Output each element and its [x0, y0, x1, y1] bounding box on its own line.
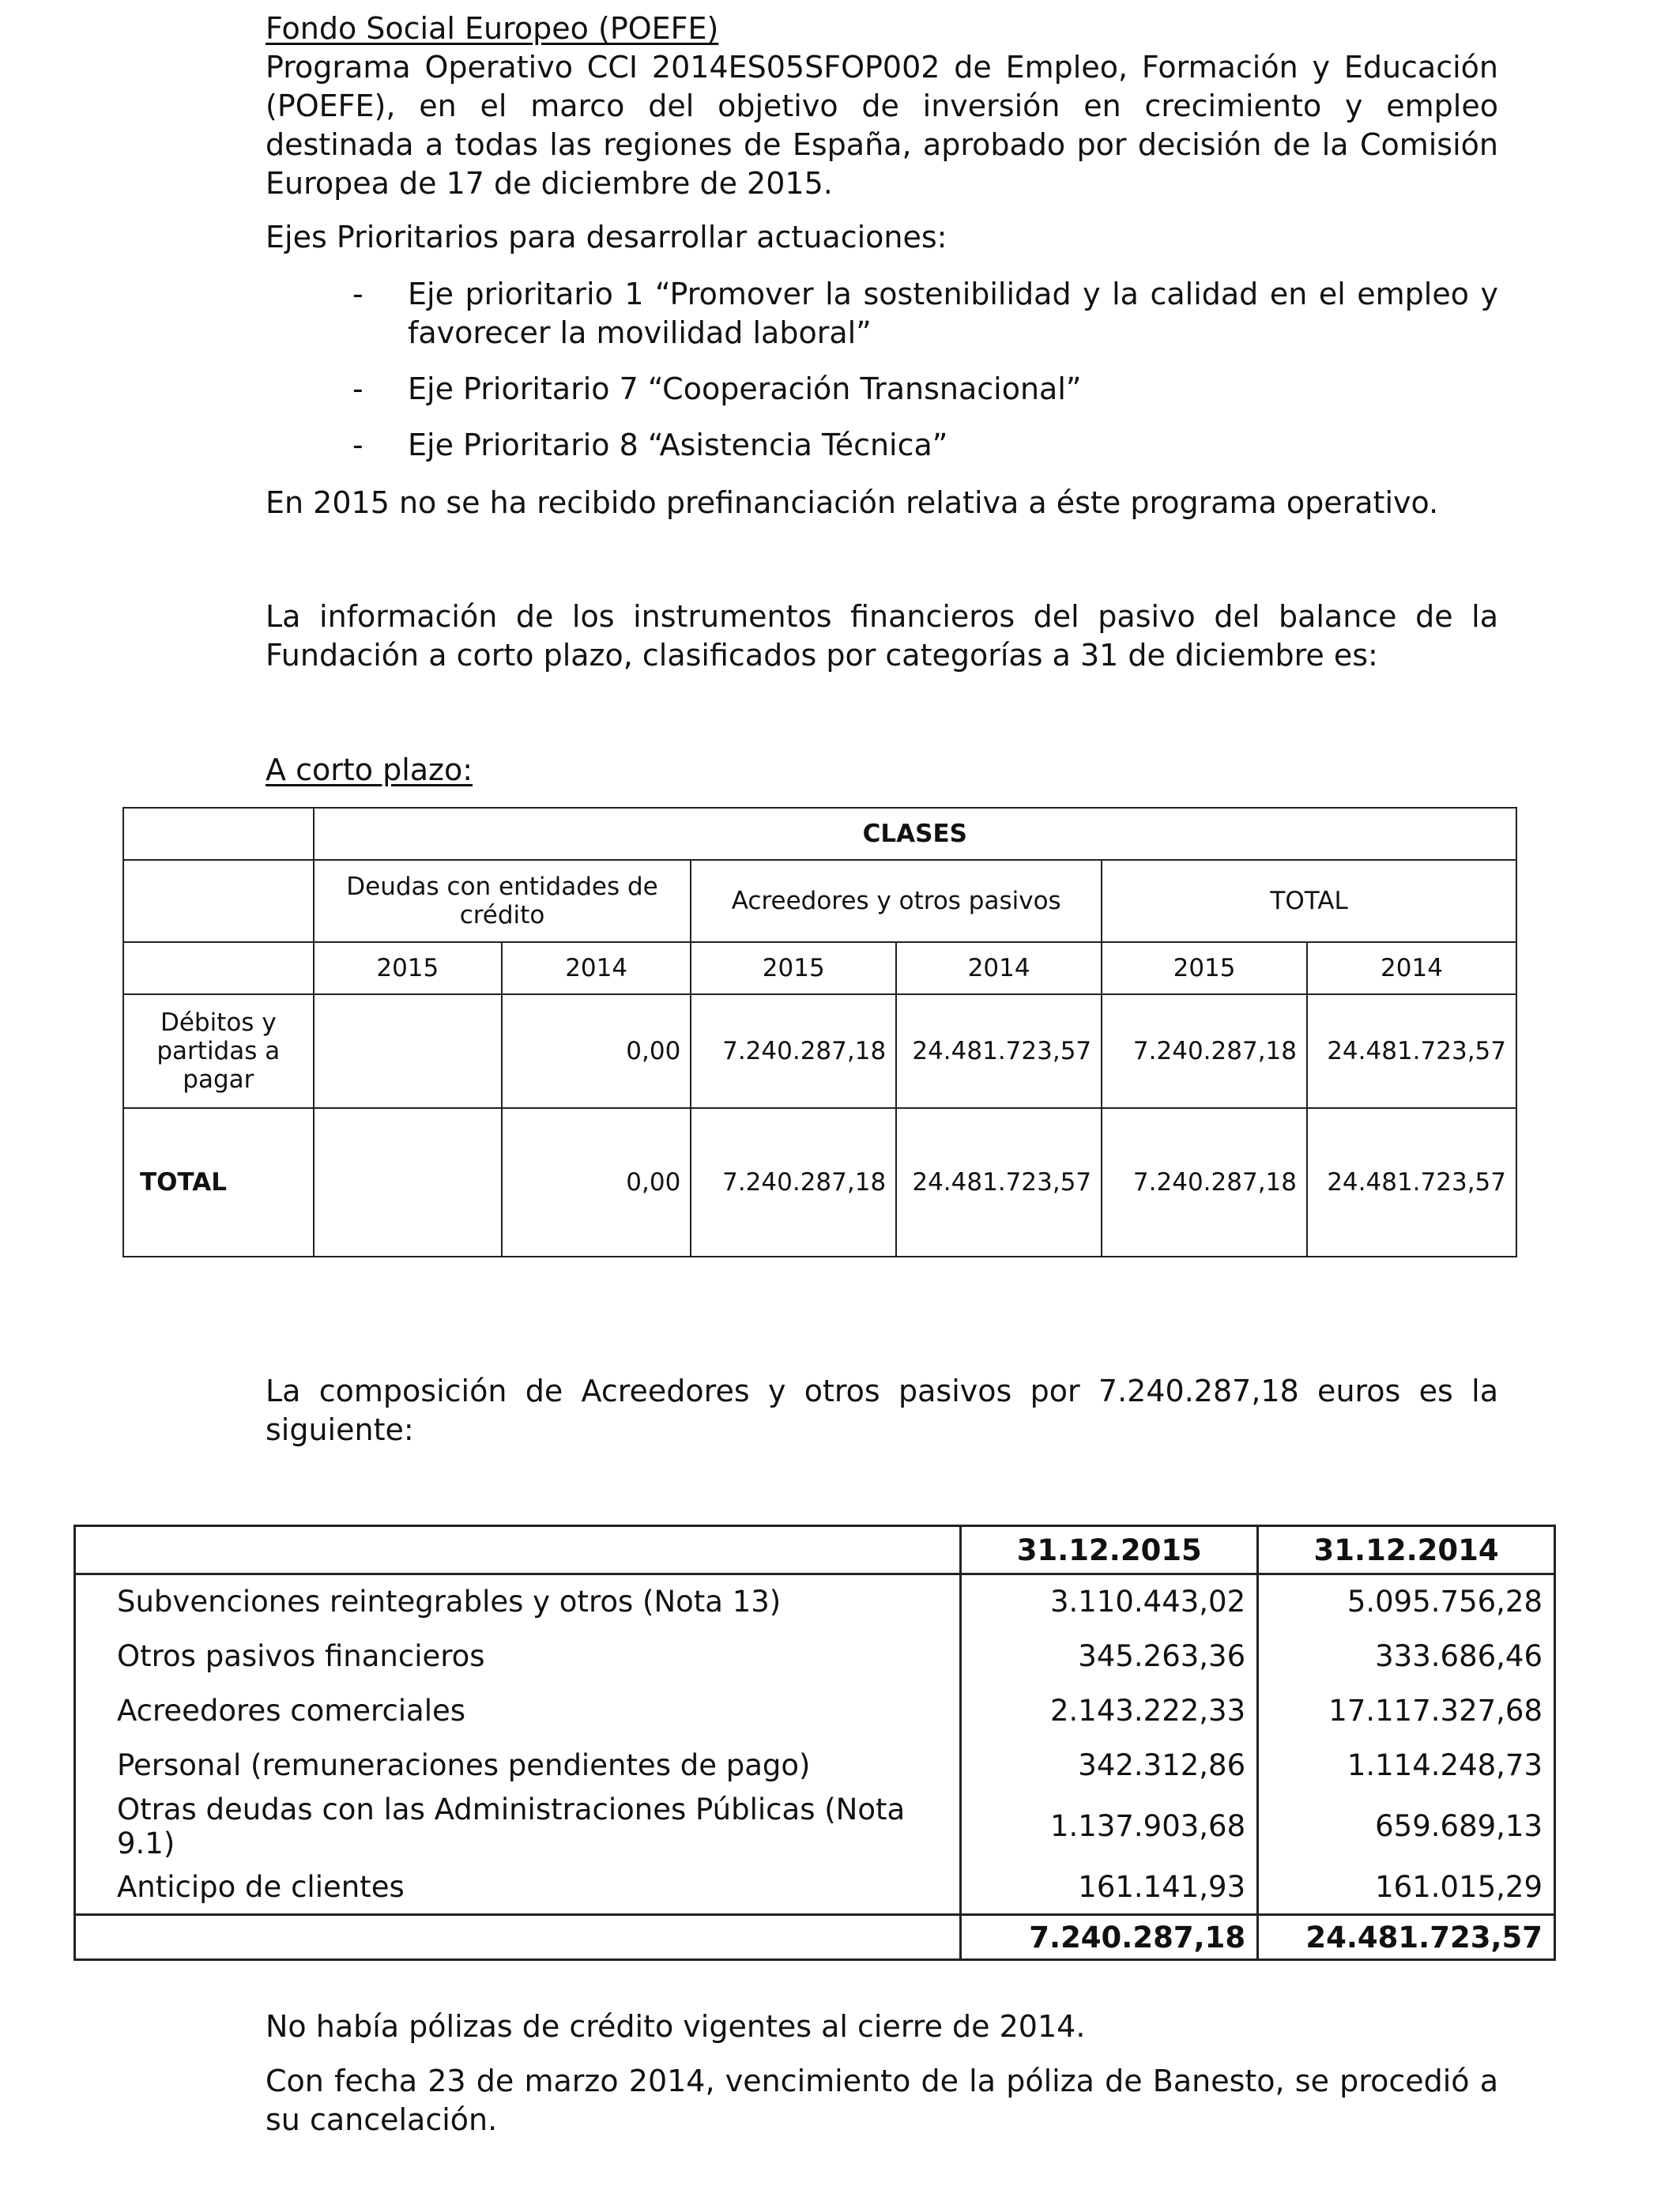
row-label: Otras deudas con las Administraciones Públicas (Nota 9.1) [117, 1792, 906, 1860]
value-2014: 333.686,46 [1258, 1629, 1555, 1683]
table-header-row [123, 860, 1516, 942]
program-paragraph: Programa Operativo CCI 2014ES05SFOP002 de Empleo, Formación y Educación (POEFE), en el marco del objetivo de inversión en crecimiento y empleo destinada a todas las regiones de España, aprobado por decisión de la Comisión Europea de 17 de diciembre de 2015. [266, 50, 1498, 201]
composition-paragraph: La composición de Acreedores y otros pasivos por 7.240.287,18 euros es la siguiente: [266, 1374, 1498, 1447]
table-cell: 0,00 [502, 1108, 691, 1257]
value-2014: 161.015,29 [1258, 1860, 1555, 1915]
value-2014: 1.114.248,73 [1258, 1738, 1555, 1793]
value-2015: 1.137.903,68 [961, 1793, 1258, 1860]
value-2014: 5.095.756,28 [1258, 1574, 1555, 1629]
axes-title: Ejes Prioritarios para desarrollar actuaciones: [266, 220, 947, 254]
table-cell [75, 1915, 961, 1960]
value-2014: 17.117.327,68 [1258, 1683, 1555, 1738]
row-label: Otros pasivos financieros [117, 1638, 485, 1673]
table-cell [123, 860, 314, 942]
table-cell: 24.481.723,57 [896, 1108, 1102, 1257]
table-row [75, 1860, 1555, 1915]
year-header: 2014 [502, 942, 691, 994]
bullet-marker: - [352, 371, 363, 406]
row-label: Subvenciones reintegrables y otros (Nota 13) [117, 1585, 782, 1619]
table-cell [123, 942, 314, 994]
table-row [75, 1629, 1555, 1683]
row-label: Débitos y partidas a pagar [123, 994, 314, 1108]
year-header: 2014 [1307, 942, 1516, 994]
value-2015: 345.263,36 [961, 1629, 1258, 1683]
value-2015: 161.141,93 [961, 1860, 1258, 1915]
clases-header: CLASES [314, 808, 1516, 860]
bullet-item: Eje Prioritario 8 “Asistencia Técnica” [408, 428, 948, 462]
row-label: TOTAL [123, 1108, 314, 1257]
value-2014: 659.689,13 [1258, 1793, 1555, 1860]
year-header: 2014 [896, 942, 1102, 994]
bullet-item: Eje Prioritario 7 “Cooperación Transnacional” [408, 371, 1082, 406]
year-header: 2015 [1102, 942, 1307, 994]
creditors-composition-table [73, 1525, 1556, 1961]
table-header-row [123, 808, 1516, 860]
value-2015: 2.143.222,33 [961, 1683, 1258, 1738]
closing-paragraph: No había pólizas de crédito vigentes al cierre de 2014. [266, 2009, 1086, 2044]
table-cell: 24.481.723,57 [896, 994, 1102, 1108]
bullet-marker: - [352, 277, 363, 311]
info-paragraph: La información de los instrumentos financieros del pasivo del balance de la Fundación a corto plazo, clasificados por categorías a 31 de diciembre es: [266, 599, 1498, 673]
group-header: TOTAL [1102, 860, 1516, 942]
table-row [75, 1793, 1555, 1860]
table-cell [123, 808, 314, 860]
table-cell [314, 1108, 502, 1257]
table-header-row [75, 1526, 1555, 1574]
table-row [123, 994, 1516, 1108]
table-cell [314, 994, 502, 1108]
table-header-row [123, 942, 1516, 994]
table-cell: 7.240.287,18 [691, 1108, 896, 1257]
table-cell: 24.481.723,57 [1307, 1108, 1516, 1257]
table-cell: 7.240.287,18 [691, 994, 896, 1108]
column-header-2014: 31.12.2014 [1258, 1526, 1555, 1574]
group-header: Deudas con entidades de crédito [314, 860, 691, 942]
table-row [75, 1574, 1555, 1629]
table-row [123, 1108, 1516, 1257]
total-row [75, 1915, 1555, 1960]
year-header: 2015 [314, 942, 502, 994]
value-2015: 342.312,86 [961, 1738, 1258, 1793]
prefinancing-paragraph: En 2015 no se ha recibido prefinanciación relativa a éste programa operativo. [266, 485, 1439, 520]
financial-instruments-table [122, 807, 1517, 1257]
row-label: Anticipo de clientes [117, 1869, 405, 1904]
column-header-2015: 31.12.2015 [961, 1526, 1258, 1574]
group-header: Acreedores y otros pasivos [691, 860, 1102, 942]
table-cell [75, 1526, 961, 1574]
table-cell: 24.481.723,57 [1307, 994, 1516, 1108]
bullet-marker: - [352, 428, 363, 462]
bullet-item: Eje prioritario 1 “Promover la sostenibilidad y la calidad en el empleo y favorecer la movilidad laboral” [408, 277, 1498, 350]
table-cell: 0,00 [502, 994, 691, 1108]
section-heading: Fondo Social Europeo (POEFE) [266, 11, 719, 46]
table-cell: 7.240.287,18 [1102, 994, 1307, 1108]
closing-paragraph: Con fecha 23 de marzo 2014, vencimiento de la póliza de Banesto, se procedió a su cancelación. [266, 2064, 1498, 2137]
table-row [75, 1683, 1555, 1738]
table-cell: 7.240.287,18 [1102, 1108, 1307, 1257]
short-term-title: A corto plazo: [266, 752, 473, 787]
row-label: Acreedores comerciales [117, 1693, 466, 1728]
year-header: 2015 [691, 942, 896, 994]
total-2014: 24.481.723,57 [1258, 1915, 1555, 1960]
value-2015: 3.110.443,02 [961, 1574, 1258, 1629]
row-label: Personal (remuneraciones pendientes de pago) [117, 1747, 811, 1782]
total-2015: 7.240.287,18 [961, 1915, 1258, 1960]
table-row [75, 1738, 1555, 1793]
